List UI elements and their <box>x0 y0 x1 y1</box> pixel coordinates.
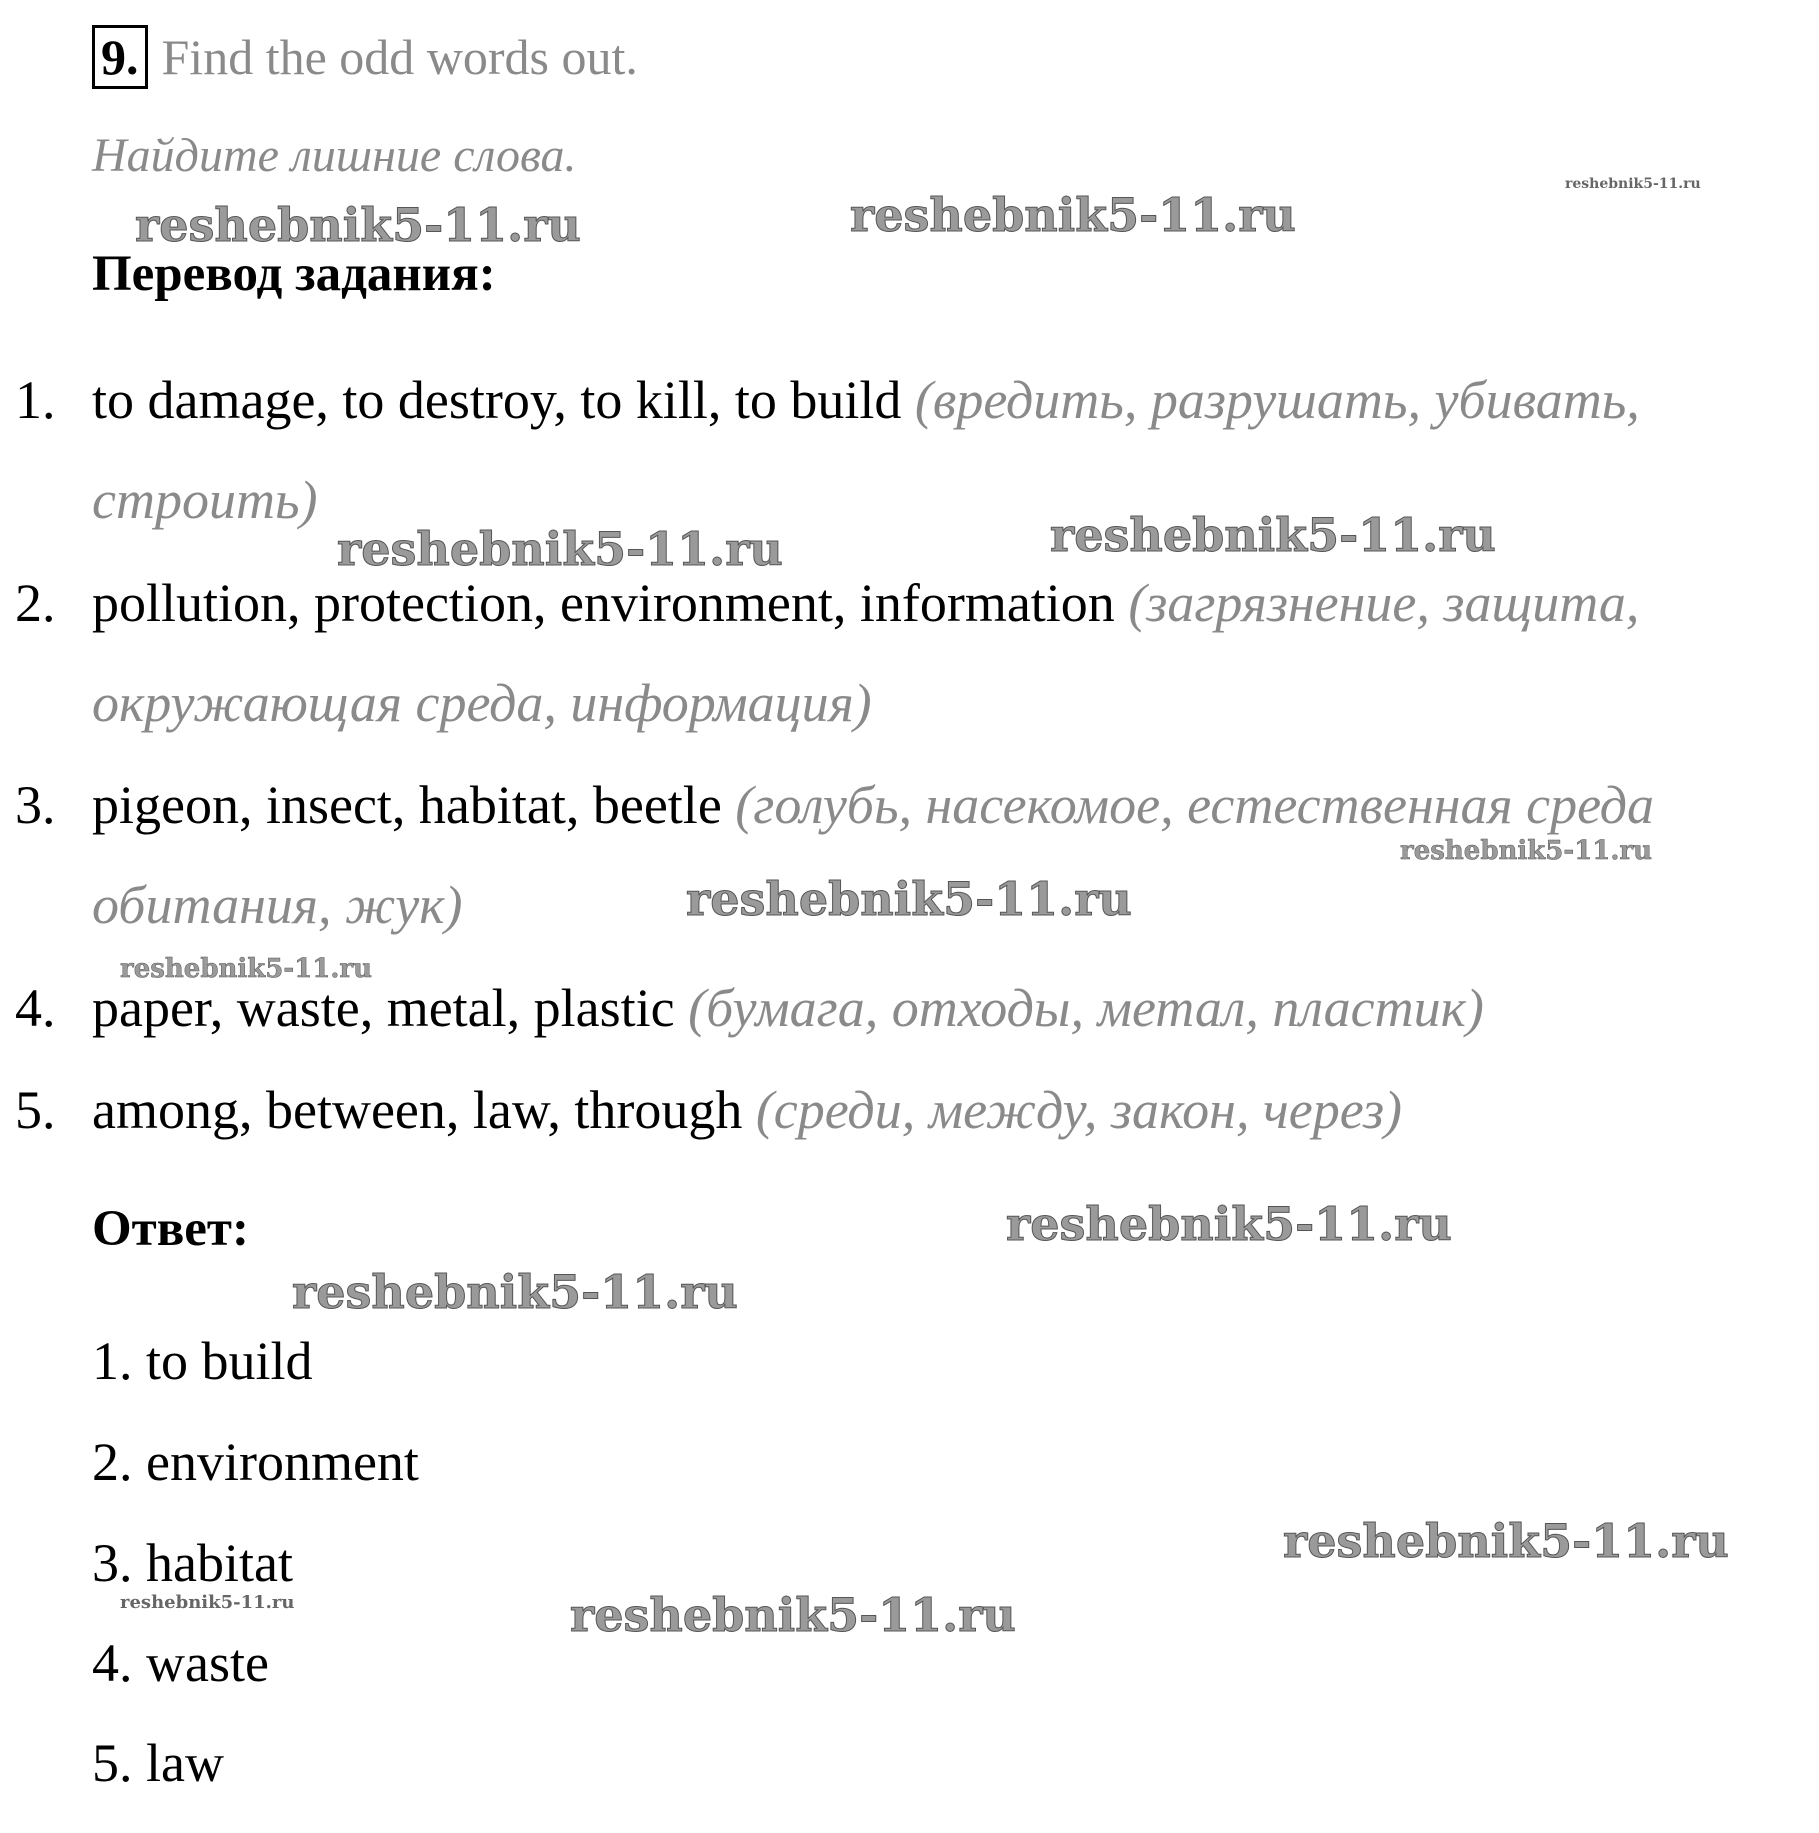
item-english: pigeon, insect, habitat, beetle <box>92 775 722 835</box>
item-english: among, between, law, through <box>92 1080 743 1140</box>
answer-heading: Ответ: <box>92 1201 249 1257</box>
watermark: reshebnik5-11.ru <box>292 1265 738 1319</box>
item-body <box>92 350 1799 550</box>
watermark: reshebnik5-11.ru <box>1565 176 1701 192</box>
answer-item: 5. law <box>92 1733 224 1793</box>
item-russian: (среди, между, закон, через) <box>755 1080 1403 1140</box>
watermark: reshebnik5-11.ru <box>1006 1197 1452 1251</box>
item-russian: (голубь, насекомое, естественная среда обитания, жук) <box>92 775 1655 935</box>
item-russian: (вредить, разрушать, убивать, строить) <box>92 370 1640 530</box>
item-russian: (загрязнение, защита, окружающая среда, информация) <box>92 573 1640 733</box>
watermark: reshebnik5-11.ru <box>850 188 1296 242</box>
item-number: 4. <box>15 978 56 1038</box>
watermark: reshebnik5-11.ru <box>686 872 1132 926</box>
answer-item: 4. waste <box>92 1633 269 1693</box>
item-russian: (бумага, отходы, метал, пластик) <box>688 978 1484 1038</box>
item-body <box>92 1060 1799 1160</box>
item-number: 5. <box>15 1080 56 1140</box>
watermark: reshebnik5-11.ru <box>135 198 581 252</box>
item-english: to damage, to destroy, to kill, to build <box>92 370 902 430</box>
watermark: reshebnik5-11.ru <box>1283 1514 1729 1568</box>
task-header <box>92 22 638 92</box>
item-number: 2. <box>15 573 56 633</box>
item-number: 1. <box>15 370 56 430</box>
item-english: paper, waste, metal, plastic <box>92 978 675 1038</box>
translation-heading: Перевод задания: <box>92 246 496 302</box>
list-item <box>0 553 1819 753</box>
watermark: reshebnik5-11.ru <box>120 954 373 984</box>
watermark: reshebnik5-11.ru <box>1400 836 1653 866</box>
item-body <box>92 553 1799 753</box>
list-item <box>0 350 1819 550</box>
item-number: 3. <box>15 775 56 835</box>
answer-item: 1. to build <box>92 1331 313 1391</box>
watermark: reshebnik5-11.ru <box>570 1588 1016 1642</box>
answer-item: 2. environment <box>92 1432 419 1492</box>
answer-item: 3. habitat <box>92 1533 293 1593</box>
watermark: reshebnik5-11.ru <box>120 1592 295 1613</box>
watermark: reshebnik5-11.ru <box>1050 508 1496 562</box>
task-number: 9. <box>92 25 148 89</box>
list-item <box>0 1060 1819 1160</box>
task-title: Find the odd words out. <box>161 29 638 85</box>
item-english: pollution, protection, environment, information <box>92 573 1115 633</box>
watermark: reshebnik5-11.ru <box>337 522 783 576</box>
task-subtitle: Найдите лишние слова. <box>92 129 577 182</box>
